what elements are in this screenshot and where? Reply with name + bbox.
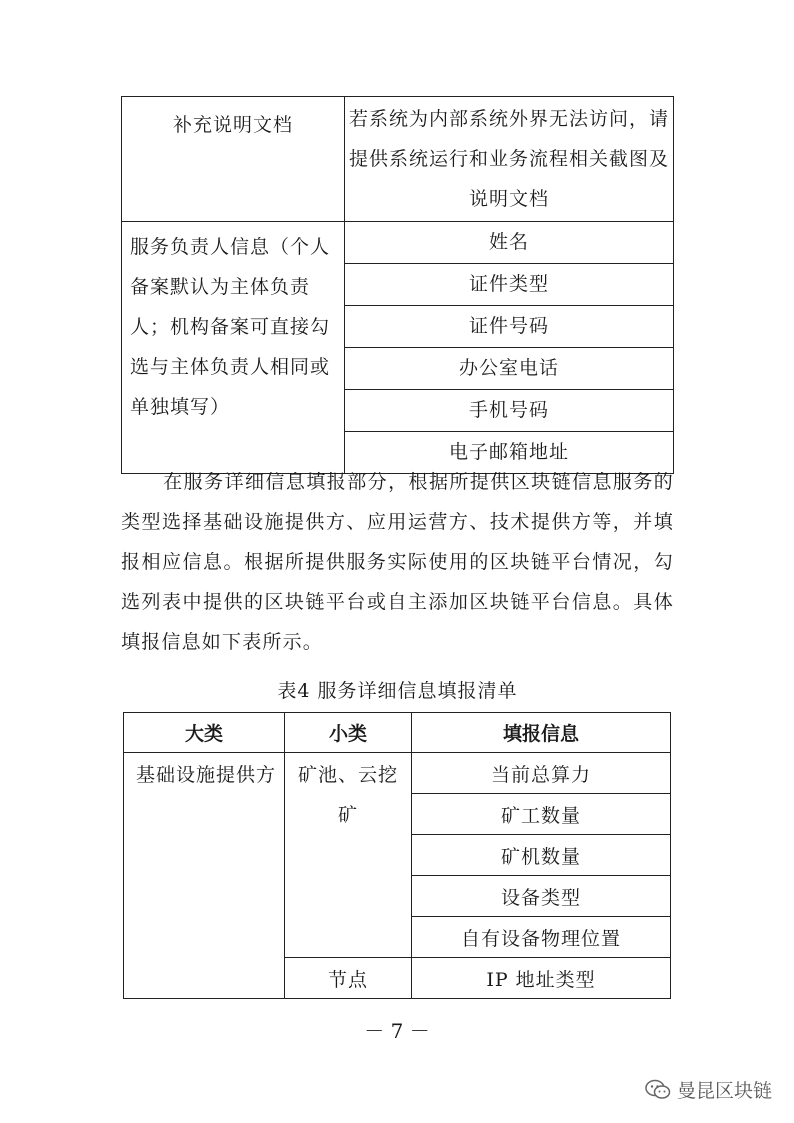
owner-label: 服务负责人信息（个人备案默认为主体负责人；机构备案可直接勾选与主体负责人相同或单独填写） — [122, 222, 345, 474]
requirements-table — [121, 96, 674, 474]
info-item: 当前总算力 — [412, 753, 671, 794]
header-category: 大类 — [124, 713, 285, 753]
subcategory-cell: 矿池、云挖矿 — [285, 753, 412, 958]
info-item: 自有设备物理位置 — [412, 917, 671, 958]
header-subcategory: 小类 — [285, 713, 412, 753]
header-info: 填报信息 — [412, 713, 671, 753]
supplement-desc: 若系统为内部系统外界无法访问，请提供系统运行和业务流程相关截图及说明文档 — [345, 97, 674, 222]
body-paragraph: 在服务详细信息填报部分，根据所提供区块链信息服务的类型选择基础设施提供方、应用运营方、技术提供方等，并填报相应信息。根据所提供服务实际使用的区块链平台情况，勾选列表中提供的区块链平台或自主添加区块链平台信息。具体填报信息如下表所示。 — [121, 471, 674, 653]
supplement-label: 补充说明文档 — [122, 97, 345, 222]
page-number: － 7 － — [364, 1019, 430, 1043]
owner-field: 手机号码 — [345, 390, 674, 432]
owner-field: 办公室电话 — [345, 348, 674, 390]
watermark-text: 曼昆区块链 — [676, 1080, 772, 1102]
owner-field: 姓名 — [345, 222, 674, 264]
info-item: 矿工数量 — [412, 794, 671, 835]
info-item: 设备类型 — [412, 876, 671, 917]
owner-field: 证件类型 — [345, 264, 674, 306]
watermark — [645, 1076, 772, 1103]
owner-field: 证件号码 — [345, 306, 674, 348]
owner-field: 电子邮箱地址 — [345, 432, 674, 474]
category-cell: 基础设施提供方 — [124, 753, 285, 999]
service-detail-table — [123, 712, 671, 999]
wechat-icon — [645, 1079, 671, 1101]
info-item: 矿机数量 — [412, 835, 671, 876]
table-caption: 表4 服务详细信息填报清单 — [277, 680, 518, 702]
subcategory-cell: 节点 — [285, 958, 412, 999]
info-item: IP 地址类型 — [412, 958, 671, 999]
